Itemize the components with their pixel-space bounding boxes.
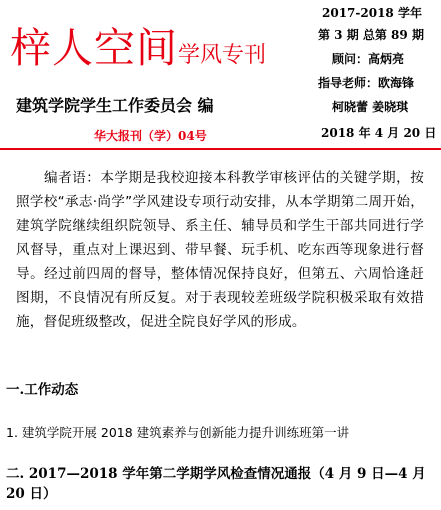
header-divider	[0, 148, 441, 150]
publication-number: 华大报刊（学）04号	[94, 129, 207, 143]
issue-number: 第 3 期 总第 89 期	[318, 28, 424, 42]
masthead-title-sub: 学风专刊	[178, 43, 267, 68]
editor-note: 编者语：本学期是我校迎接本科教学审核评估的关键学期，按照学校“承志·尚学”学风建设专项行动安排，从本学期第二周开始，建筑学院继续组织院领导、系主任、辅导员和学生干部共同进行学风督导，重点对上课迟到、带早餐、玩手机、吃东西等现象进行督导。经过前四周的督导，整体情况保持良好，但第五、六周恰逢赶图期，不良情况有所反复。对于表现较差班级学院积极采取有效措施，督促班级整改，促进全院良好学风的形成。	[16, 170, 424, 330]
work-update-item: 1. 建筑学院开展 2018 建筑素养与创新能力提升训练班第一讲	[6, 425, 350, 440]
masthead-title-main: 梓人空间	[10, 24, 178, 72]
academic-year: 2017-2018 学年	[322, 6, 422, 20]
editor-unit: 建筑学院学生工作委员会 编	[16, 96, 214, 115]
section-title-inspection-report: 二. 2017—2018 学年第二学期学风检查情况通报（4 月 9 日—4 月 20 日）	[6, 466, 426, 502]
advisor: 顾问：高炳亮	[332, 52, 405, 66]
section-title-work-updates: 一.工作动态	[6, 382, 79, 398]
publish-date: 2018 年 4 月 20 日	[321, 126, 437, 140]
masthead-title	[10, 24, 267, 72]
mentor-names: 柯晓蕾 姜晓琪	[332, 100, 409, 114]
mentor: 指导老师：欧海锋	[318, 76, 415, 90]
